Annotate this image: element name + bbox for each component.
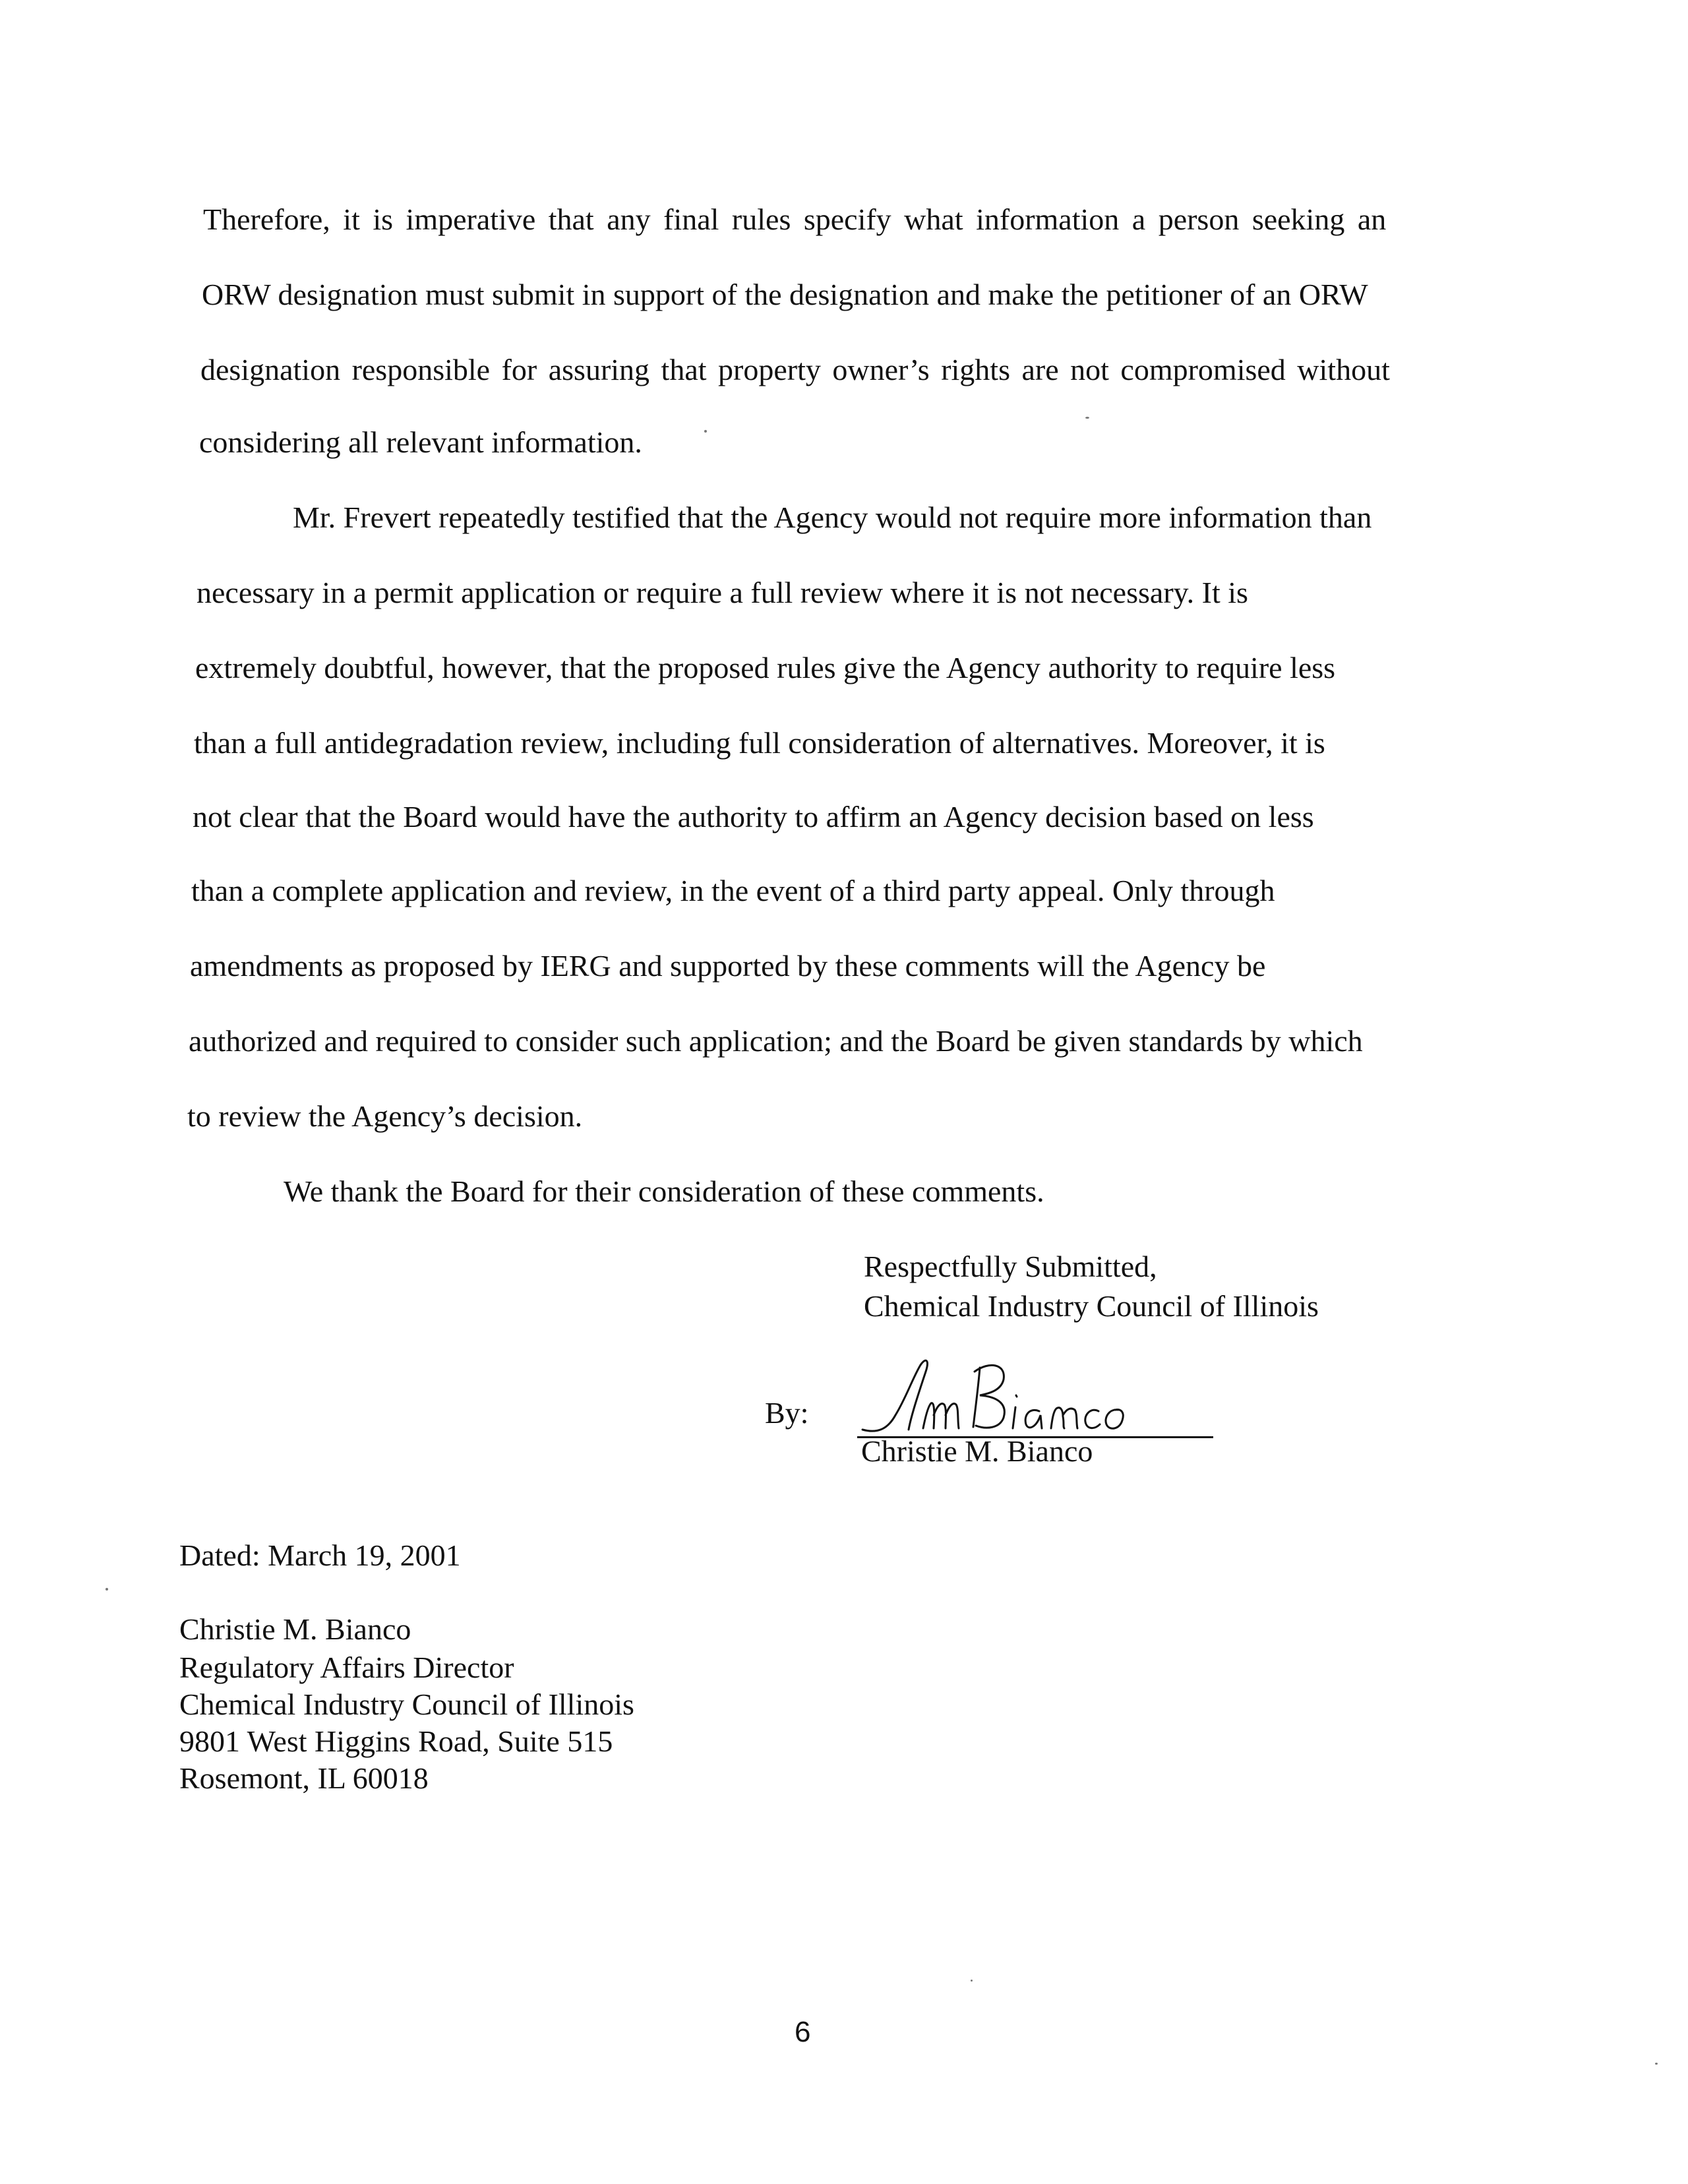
paragraph-1-line: designation responsible for assuring that property owner’s rights are not compromised without	[200, 353, 1390, 386]
scan-speck	[1655, 2063, 1658, 2065]
by-label: By:	[765, 1396, 809, 1430]
scan-speck	[971, 1980, 973, 1982]
scan-speck	[106, 1588, 108, 1591]
dated-line: Dated: March 19, 2001	[179, 1538, 461, 1572]
contact-line: Christie M. Bianco	[179, 1612, 411, 1646]
closing-salutation: Respectfully Submitted,	[864, 1250, 1157, 1283]
paragraph-1-line: ORW designation must submit in support of the designation and make the petitioner of an ORW	[202, 278, 1368, 311]
closing-organization: Chemical Industry Council of Illinois	[864, 1289, 1319, 1323]
contact-line: Rosemont, IL 60018	[179, 1761, 429, 1795]
paragraph-1-line: considering all relevant information.	[199, 425, 642, 459]
paragraph-2-line: Mr. Frevert repeatedly testified that the Agency would not require more information than	[293, 501, 1372, 534]
paragraph-2-line: necessary in a permit application or require a full review where it is not necessary. It is	[196, 576, 1248, 609]
contact-line: Chemical Industry Council of Illinois	[179, 1687, 634, 1721]
paragraph-3: We thank the Board for their consideration of these comments.	[284, 1174, 1044, 1208]
paragraph-2-line: not clear that the Board would have the authority to affirm an Agency decision based on less	[193, 800, 1314, 834]
page-number: 6	[795, 2016, 811, 2048]
paragraph-2-line: than a complete application and review, in the event of a third party appeal. Only through	[191, 874, 1275, 907]
scan-speck	[1085, 417, 1089, 419]
paragraph-2-line: to review the Agency’s decision.	[187, 1099, 583, 1133]
paragraph-2-line: authorized and required to consider such application; and the Board be given standards by which	[189, 1024, 1363, 1058]
contact-line: Regulatory Affairs Director	[179, 1651, 514, 1684]
contact-line: 9801 West Higgins Road, Suite 515	[179, 1724, 613, 1758]
paragraph-2-line: amendments as proposed by IERG and supported by these comments will the Agency be	[190, 949, 1266, 983]
scan-speck	[704, 430, 707, 433]
signer-name: Christie M. Bianco	[861, 1434, 1093, 1468]
paragraph-1-line: Therefore, it is imperative that any final rules specify what information a person seeking an	[203, 202, 1387, 236]
paragraph-2-line: extremely doubtful, however, that the proposed rules give the Agency authority to require less	[195, 651, 1336, 684]
signature-image	[857, 1352, 1134, 1438]
paragraph-2-line: than a full antidegradation review, including full consideration of alternatives. Moreover, it is	[194, 726, 1325, 760]
